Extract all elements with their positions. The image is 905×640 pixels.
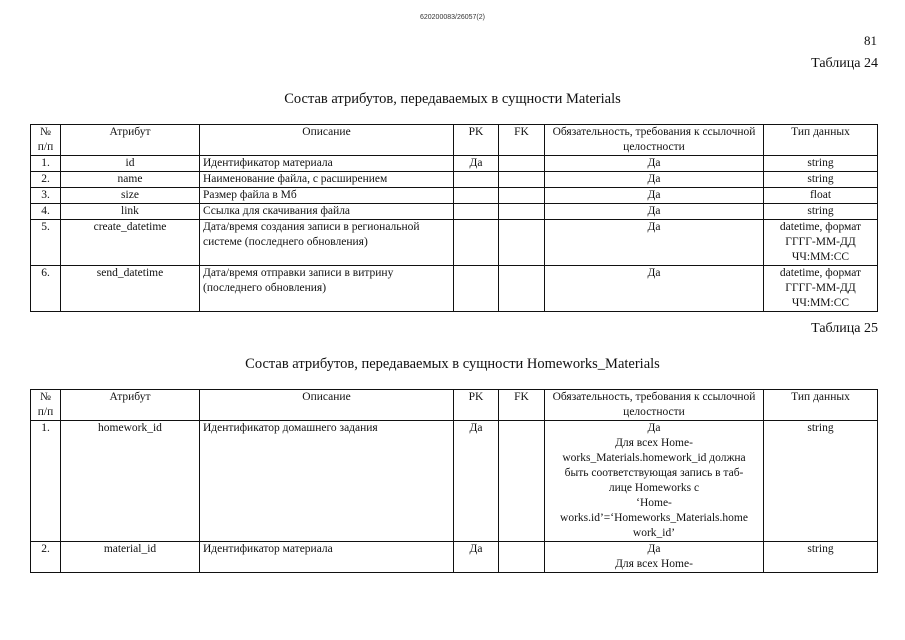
cell-requirement: Да bbox=[545, 188, 764, 204]
requirement-line: works.id’=‘Homeworks_Materials.home bbox=[560, 512, 748, 524]
cell-type: string bbox=[764, 204, 878, 220]
homeworks-materials-attributes-table bbox=[30, 389, 878, 573]
requirement-line: лице Homeworks с bbox=[608, 482, 700, 494]
header-requirement: Обязательность, требования к ссылочной целостности bbox=[545, 390, 764, 421]
cell-type: string bbox=[764, 542, 878, 573]
cell-description: Наименование файла, с расширением bbox=[200, 172, 454, 188]
table-row bbox=[31, 156, 878, 172]
cell-requirement bbox=[545, 542, 764, 573]
table-header-row bbox=[31, 390, 878, 421]
header-attribute: Атрибут bbox=[61, 390, 200, 421]
cell-pk: Да bbox=[454, 421, 499, 542]
document-id: 620200083/26057(2) bbox=[419, 14, 485, 21]
requirement-line: work_id’ bbox=[632, 527, 676, 539]
header-description: Описание bbox=[200, 390, 454, 421]
cell-requirement: Да bbox=[545, 172, 764, 188]
header-pk: PK bbox=[454, 390, 499, 421]
cell-fk bbox=[499, 172, 545, 188]
requirement-line: Да bbox=[647, 422, 661, 434]
cell-attribute: link bbox=[61, 204, 200, 220]
cell-requirement: Да bbox=[545, 156, 764, 172]
cell-fk bbox=[499, 220, 545, 266]
cell-pk bbox=[454, 266, 499, 312]
cell-description: Идентификатор домашнего задания bbox=[200, 421, 454, 542]
header-attribute: Атрибут bbox=[61, 125, 200, 156]
cell-fk bbox=[499, 266, 545, 312]
table-row bbox=[31, 172, 878, 188]
cell-attribute: material_id bbox=[61, 542, 200, 573]
cell-type: string bbox=[764, 421, 878, 542]
cell-description: Дата/время отправки записи в витрину (последнего обновления) bbox=[200, 266, 454, 312]
cell-description: Дата/время создания записи в региональной системе (последнего обновления) bbox=[200, 220, 454, 266]
requirement-line: Для всех Home- bbox=[615, 558, 693, 570]
cell-fk bbox=[499, 188, 545, 204]
requirement-line: ‘Home- bbox=[636, 497, 672, 509]
cell-num: 4. bbox=[31, 204, 61, 220]
cell-attribute: homework_id bbox=[61, 421, 200, 542]
cell-description: Идентификатор материала bbox=[200, 542, 454, 573]
cell-pk: Да bbox=[454, 156, 499, 172]
cell-description: Ссылка для скачивания файла bbox=[200, 204, 454, 220]
cell-fk bbox=[499, 542, 545, 573]
cell-num: 3. bbox=[31, 188, 61, 204]
cell-description: Размер файла в Мб bbox=[200, 188, 454, 204]
cell-type: string bbox=[764, 172, 878, 188]
cell-fk bbox=[499, 156, 545, 172]
table-row bbox=[31, 421, 878, 542]
cell-requirement: Да bbox=[545, 266, 764, 312]
cell-pk bbox=[454, 188, 499, 204]
requirement-line: Для всех Home- bbox=[615, 437, 693, 449]
cell-description: Идентификатор материала bbox=[200, 156, 454, 172]
cell-type: datetime, формат ГГГГ-ММ-ДД ЧЧ:ММ:СС bbox=[764, 266, 878, 312]
table-header-row bbox=[31, 125, 878, 156]
header-fk: FK bbox=[499, 390, 545, 421]
header-description: Описание bbox=[200, 125, 454, 156]
table-row bbox=[31, 220, 878, 266]
cell-attribute: create_datetime bbox=[61, 220, 200, 266]
header-requirement: Обязательность, требования к ссылочной целостности bbox=[545, 125, 764, 156]
cell-fk bbox=[499, 204, 545, 220]
table-row bbox=[31, 188, 878, 204]
cell-requirement bbox=[545, 421, 764, 542]
cell-type: datetime, формат ГГГГ-ММ-ДД ЧЧ:ММ:СС bbox=[764, 220, 878, 266]
cell-attribute: name bbox=[61, 172, 200, 188]
cell-attribute: send_datetime bbox=[61, 266, 200, 312]
cell-requirement: Да bbox=[545, 220, 764, 266]
header-type: Тип данных bbox=[764, 390, 878, 421]
cell-type: string bbox=[764, 156, 878, 172]
cell-pk bbox=[454, 172, 499, 188]
requirement-line: works_Materials.homework_id должна bbox=[562, 452, 746, 464]
cell-num: 6. bbox=[31, 266, 61, 312]
page-number: 81 bbox=[864, 33, 877, 48]
table-row bbox=[31, 266, 878, 312]
requirement-line: Да bbox=[647, 543, 661, 555]
cell-attribute: id bbox=[61, 156, 200, 172]
header-num: № п/п bbox=[31, 390, 61, 421]
header-num: № п/п bbox=[31, 125, 61, 156]
table-25-title: Состав атрибутов, передаваемых в сущности Homeworks_Materials bbox=[245, 356, 660, 372]
cell-num: 1. bbox=[31, 421, 61, 542]
cell-attribute: size bbox=[61, 188, 200, 204]
table-row bbox=[31, 542, 878, 573]
requirement-line: быть соответствующая запись в таб- bbox=[564, 467, 744, 479]
table-24-title: Состав атрибутов, передаваемых в сущности Materials bbox=[284, 91, 621, 107]
cell-type: float bbox=[764, 188, 878, 204]
cell-fk bbox=[499, 421, 545, 542]
header-pk: PK bbox=[454, 125, 499, 156]
cell-num: 2. bbox=[31, 542, 61, 573]
cell-requirement: Да bbox=[545, 204, 764, 220]
header-type: Тип данных bbox=[764, 125, 878, 156]
cell-pk: Да bbox=[454, 542, 499, 573]
table-25-label: Таблица 25 bbox=[811, 321, 878, 336]
table-24-label: Таблица 24 bbox=[811, 56, 878, 71]
cell-num: 2. bbox=[31, 172, 61, 188]
table-row bbox=[31, 204, 878, 220]
cell-num: 5. bbox=[31, 220, 61, 266]
materials-attributes-table bbox=[30, 124, 878, 312]
cell-num: 1. bbox=[31, 156, 61, 172]
cell-pk bbox=[454, 220, 499, 266]
header-fk: FK bbox=[499, 125, 545, 156]
cell-pk bbox=[454, 204, 499, 220]
